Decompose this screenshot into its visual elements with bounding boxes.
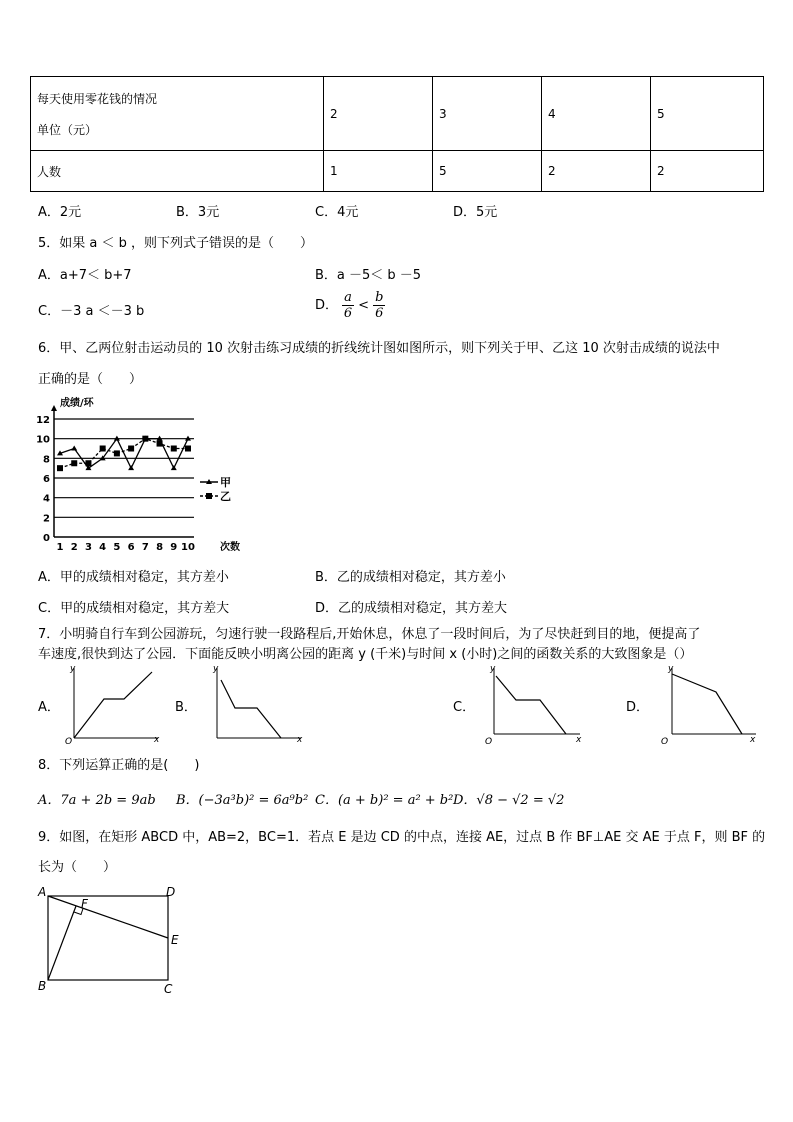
y-axis-label: y — [490, 664, 496, 674]
y-tick-label: 0 — [43, 533, 50, 544]
legend-label-jia: 甲 — [220, 476, 231, 489]
legend-label-yi: 乙 — [220, 490, 231, 503]
fraction-a-over-6 — [342, 290, 354, 321]
series-yi-point — [171, 446, 177, 452]
series-yi-point — [100, 446, 106, 452]
x-axis-label: x — [576, 735, 582, 745]
q8-c-text: C．(a + b)² = a² + b² — [315, 793, 454, 808]
q5-stem: 5．如果 a ＜ b ，则下列式子错误的是（ ） — [38, 236, 314, 251]
point-e-label: E — [171, 933, 179, 947]
q7-option-c-label: C． — [453, 700, 476, 715]
q6-stem-line2: 正确的是（ ） — [38, 372, 143, 387]
x-axis-label: x — [297, 735, 303, 745]
table-cell: 2 — [324, 77, 433, 151]
table-cell — [31, 77, 324, 151]
data-table — [30, 76, 764, 192]
q4-option-d: D．5元 — [453, 205, 498, 220]
q7-stem-line2: 车速度,很快到达了公园．下面能反映小明离公园的距离 y (千米)与时间 x (小时)之间的函数关系的大致图象是（） — [38, 647, 693, 662]
y-tick-label: 12 — [36, 415, 50, 426]
x-axis-label: x — [154, 735, 160, 745]
q9-stem-line2: 长为（ ） — [38, 860, 117, 875]
table-cell: 3 — [433, 77, 542, 151]
x-tick-label: 6 — [127, 542, 135, 553]
q4-option-b: B．3元 — [176, 205, 220, 220]
y-tick-label: 6 — [43, 474, 50, 485]
y-axis-label: y — [70, 664, 76, 674]
q7-option-b-label: B． — [175, 700, 197, 715]
origin-label: O — [661, 737, 669, 746]
graph-line — [496, 676, 566, 734]
series-yi-point — [157, 441, 163, 447]
point-f-label: F — [81, 897, 88, 911]
q7-graph-a — [62, 662, 162, 746]
line-chart — [34, 393, 254, 553]
q5-option-c: C．－3 a ＜－3 b — [38, 304, 145, 319]
table-row — [31, 77, 764, 151]
q6-option-d: D．乙的成绩相对稳定，其方差大 — [315, 601, 508, 616]
chart-title: 成绩/环 — [60, 398, 94, 409]
legend-marker-yi — [206, 493, 212, 499]
point-b-label: B — [38, 979, 47, 993]
q4-option-a: A．2元 — [38, 205, 82, 220]
chart-xlabel: 次数 — [220, 542, 240, 553]
y-tick-label: 2 — [43, 513, 50, 525]
q7-option-a-label: A． — [38, 700, 60, 715]
rectangle-abcd — [48, 896, 168, 980]
q5-option-a: A．a+7＜ b+7 — [38, 268, 132, 283]
x-tick-label: 1 — [56, 542, 64, 553]
x-tick-label: 2 — [70, 542, 78, 553]
q5-option-d — [315, 290, 385, 321]
series-jia-point — [128, 465, 134, 470]
y-tick-label: 4 — [43, 493, 50, 505]
graph-line — [221, 680, 281, 738]
q7-stem-line1: 7．小明骑自行车到公园游玩，匀速行驶一段路程后,开始休息，休息了一段时间后，为了尽快赶到目的地，便提高了 — [38, 627, 701, 642]
chart-legend — [200, 476, 231, 503]
fraction-b-over-6 — [373, 290, 385, 321]
table-cell: 5 — [433, 151, 542, 192]
point-a-label: A — [38, 885, 47, 899]
series-jia-point — [171, 465, 177, 470]
q8-d-text: D．√8 − √2 = √2 — [453, 793, 565, 808]
q5-d-prefix: D． — [315, 298, 339, 313]
series-yi-point — [185, 446, 191, 452]
origin-label: O — [65, 737, 73, 746]
x-tick-label: 7 — [141, 542, 149, 553]
table-cell: 2 — [651, 151, 764, 192]
table-cell: 4 — [542, 77, 651, 151]
q9-stem-line1: 9．如图，在矩形 ABCD 中，AB=2，BC=1．若点 E 是边 CD 的中点，连接 AE，过点 B 作 BF⊥AE 交 AE 于点 F，则 BF 的 — [38, 830, 766, 845]
point-d-label: D — [166, 885, 176, 899]
rectangle-figure — [34, 882, 184, 998]
q6-stem-line1: 6．甲、乙两位射击运动员的 10 次射击练习成绩的折线统计图如图所示，则下列关于甲、乙这 10 次射击成绩的说法中 — [38, 341, 720, 356]
q7-graph-d — [660, 662, 760, 746]
series-yi-point — [128, 446, 134, 452]
series-yi-point — [57, 465, 63, 471]
table-cell: 人数 — [31, 151, 324, 192]
frac-num: b — [375, 290, 384, 305]
table-cell: 5 — [651, 77, 764, 151]
q5-option-b: B．a －5＜ b －5 — [315, 268, 422, 283]
y-tick-label: 10 — [36, 434, 50, 446]
q8-stem: 8．下列运算正确的是( ) — [38, 758, 200, 773]
x-axis-label: x — [750, 735, 756, 745]
q7-option-d-label: D． — [626, 700, 650, 715]
origin-label: O — [485, 737, 493, 746]
x-tick-label: 3 — [84, 542, 92, 553]
y-axis-label: y — [668, 664, 674, 674]
q6-option-a: A．甲的成绩相对稳定，其方差小 — [38, 570, 229, 585]
series-jia-point — [71, 446, 77, 451]
less-than: < — [358, 298, 369, 313]
q7-graph-b — [205, 662, 305, 746]
q8-option-d — [453, 789, 564, 808]
segment-bf — [48, 906, 76, 980]
series-yi-point — [142, 436, 148, 442]
q8-option-c — [315, 789, 453, 808]
q8-option-a — [38, 789, 156, 808]
x-tick-label: 8 — [156, 542, 164, 553]
frac-num: a — [344, 290, 352, 305]
y-axis-arrow — [51, 405, 57, 411]
graph-line — [672, 674, 742, 734]
x-tick-label: 9 — [170, 542, 178, 553]
series-yi-point — [85, 460, 91, 466]
y-axis-label: y — [213, 664, 219, 674]
x-tick-label: 5 — [113, 542, 121, 553]
row-label-line1: 每天使用零花钱的情况 — [37, 91, 158, 106]
q7-graph-c — [482, 662, 586, 746]
x-tick-label: 10 — [181, 542, 195, 553]
frac-den: 6 — [343, 306, 353, 321]
table-cell: 2 — [542, 151, 651, 192]
table-cell: 1 — [324, 151, 433, 192]
graph-line — [74, 672, 152, 738]
q8-b-text: B．(−3a³b)² = 6a⁹b² — [176, 793, 309, 808]
x-tick-label: 4 — [99, 542, 107, 553]
y-tick-label: 8 — [43, 454, 50, 466]
q6-option-c: C．甲的成绩相对稳定，其方差大 — [38, 601, 230, 616]
q6-option-b: B．乙的成绩相对稳定，其方差小 — [315, 570, 506, 585]
q8-a-text: A．7a + 2b = 9ab — [38, 793, 156, 808]
table-row — [31, 151, 764, 192]
series-yi-point — [71, 460, 77, 466]
frac-den: 6 — [375, 306, 384, 321]
series-yi-point — [114, 450, 120, 456]
point-c-label: C — [164, 982, 173, 996]
q8-option-b — [176, 789, 308, 808]
q4-option-c: C．4元 — [315, 205, 359, 220]
row-label-line2: 单位（元） — [37, 122, 98, 137]
